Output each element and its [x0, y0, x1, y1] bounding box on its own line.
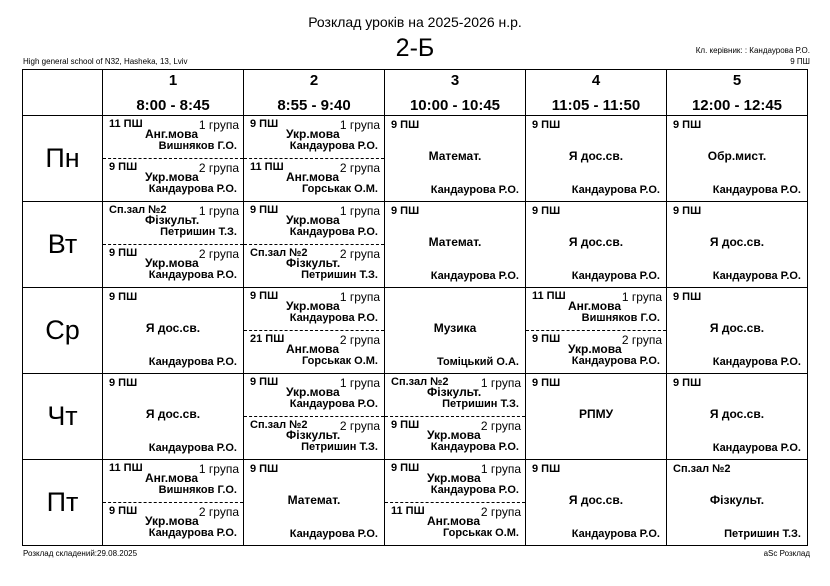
lesson-subject: Укр.мова: [145, 514, 199, 528]
lesson-group: 2 група: [339, 161, 380, 175]
lesson-cell[interactable]: [244, 202, 385, 288]
lesson-cell[interactable]: [103, 374, 244, 460]
group-lesson: [385, 503, 525, 545]
lesson-subject: Анг.мова: [286, 342, 339, 356]
lesson-group: 1 група: [621, 290, 662, 304]
software-name: aSc Розклад: [763, 549, 810, 558]
lesson-cell[interactable]: [667, 460, 808, 546]
lesson-room: Сп.зал №2: [250, 247, 308, 259]
day-row: [23, 374, 808, 460]
group-lesson: [244, 116, 384, 159]
period-time: 8:55 - 9:40: [277, 97, 351, 114]
lesson-teacher: Горськак О.М.: [301, 355, 378, 367]
class-name: 2-Б: [395, 34, 435, 62]
lesson-room: 9 ПШ: [673, 377, 702, 389]
lesson-cell[interactable]: [385, 202, 526, 288]
period-header-row: [23, 70, 808, 116]
lesson-subject: Я дос.св.: [568, 149, 624, 163]
lesson-teacher: Кандаурова Р.О.: [712, 184, 801, 196]
class-teacher: Кл. керівник: : Кандаурова Р.О.: [695, 46, 810, 55]
period-time: 12:00 - 12:45: [691, 97, 783, 114]
period-number: 3: [450, 72, 460, 89]
day-label: Пт: [23, 460, 103, 546]
lesson-teacher: Вишняков Г.О.: [581, 312, 660, 324]
period-number: 4: [591, 72, 601, 89]
period-header: [244, 70, 385, 116]
lesson-cell[interactable]: [526, 460, 667, 546]
lesson-subject: Укр.мова: [568, 342, 622, 356]
lesson-room: 11 ПШ: [109, 118, 143, 130]
lesson-room: 9 ПШ: [532, 377, 561, 389]
lesson-teacher: Кандаурова Р.О.: [712, 356, 801, 368]
period-header: [103, 70, 244, 116]
lesson-group: 2 група: [198, 161, 239, 175]
lesson-group: 1 група: [480, 462, 521, 476]
lesson-subject: Я дос.св.: [709, 407, 765, 421]
lesson-group: 2 група: [621, 333, 662, 347]
lesson-teacher: Вишняков Г.О.: [158, 484, 237, 496]
lesson-subject: Фізкульт.: [145, 213, 200, 227]
lesson-room: 9 ПШ: [250, 118, 279, 130]
lesson-teacher: Кандаурова Р.О.: [430, 441, 519, 453]
lesson-group: 1 група: [339, 118, 380, 132]
lesson-room: Сп.зал №2: [250, 419, 308, 431]
lesson-subject: Укр.мова: [145, 170, 199, 184]
lesson-room: Сп.зал №2: [109, 204, 167, 216]
lesson-teacher: Кандаурова Р.О.: [148, 356, 237, 368]
lesson-subject: Укр.мова: [427, 471, 481, 485]
lesson-cell[interactable]: [667, 288, 808, 374]
lesson-group: 1 група: [339, 376, 380, 390]
lesson-group: 2 група: [198, 247, 239, 261]
lesson-teacher: Горськак О.М.: [442, 527, 519, 539]
lesson-cell[interactable]: [526, 116, 667, 202]
lesson-teacher: Кандаурова Р.О.: [148, 183, 237, 195]
lesson-room: 9 ПШ: [109, 161, 138, 173]
group-lesson: [103, 245, 243, 287]
lesson-group: 2 група: [339, 419, 380, 433]
group-lesson: [103, 503, 243, 545]
class-room: 9 ПШ: [790, 57, 810, 66]
lesson-subject: Фізкульт.: [286, 256, 341, 270]
lesson-subject: Обр.мист.: [707, 149, 767, 163]
lesson-teacher: Кандаурова Р.О.: [712, 270, 801, 282]
period-number: 2: [309, 72, 319, 89]
lesson-room: 9 ПШ: [532, 119, 561, 131]
lesson-subject: Я дос.св.: [145, 321, 201, 335]
corner-cell: [23, 70, 103, 116]
day-label: Вт: [23, 202, 103, 288]
group-lesson: [244, 374, 384, 417]
lesson-subject: Анг.мова: [286, 170, 339, 184]
lesson-cell[interactable]: [103, 116, 244, 202]
group-lesson: [526, 288, 666, 331]
group-lesson: [244, 159, 384, 201]
lesson-room: 11 ПШ: [250, 161, 284, 173]
day-row: [23, 460, 808, 546]
page-title: Розклад уроків на 2025-2026 н.р.: [308, 14, 522, 30]
lesson-cell[interactable]: [667, 202, 808, 288]
lesson-room: 11 ПШ: [532, 290, 566, 302]
lesson-teacher: Кандаурова Р.О.: [571, 355, 660, 367]
period-number: 1: [168, 72, 178, 89]
lesson-subject: Фізкульт.: [709, 493, 765, 507]
lesson-subject: Анг.мова: [427, 514, 480, 528]
day-row: [23, 288, 808, 374]
group-lesson: [244, 202, 384, 245]
group-lesson: [103, 116, 243, 159]
lesson-subject: Укр.мова: [427, 428, 481, 442]
lesson-room: 9 ПШ: [391, 119, 420, 131]
period-time: 10:00 - 10:45: [409, 97, 501, 114]
lesson-teacher: Вишняков Г.О.: [158, 140, 237, 152]
lesson-room: 9 ПШ: [673, 205, 702, 217]
lesson-room: 11 ПШ: [109, 462, 143, 474]
lesson-teacher: Горськак О.М.: [301, 183, 378, 195]
lesson-group: 2 група: [339, 333, 380, 347]
lesson-room: 9 ПШ: [532, 333, 561, 345]
lesson-cell[interactable]: [244, 288, 385, 374]
lesson-group: 1 група: [339, 204, 380, 218]
lesson-teacher: Кандаурова Р.О.: [289, 140, 378, 152]
lesson-subject: Укр.мова: [286, 127, 340, 141]
day-label: Чт: [23, 374, 103, 460]
lesson-subject: Укр.мова: [286, 213, 340, 227]
lesson-teacher: Кандаурова Р.О.: [430, 184, 519, 196]
lesson-group: 1 група: [480, 376, 521, 390]
lesson-room: 9 ПШ: [391, 205, 420, 217]
lesson-subject: Я дос.св.: [568, 493, 624, 507]
lesson-room: 9 ПШ: [109, 505, 138, 517]
lesson-cell[interactable]: [244, 460, 385, 546]
lesson-subject: Я дос.св.: [568, 235, 624, 249]
lesson-teacher: Кандаурова Р.О.: [148, 269, 237, 281]
lesson-room: 9 ПШ: [250, 463, 279, 475]
lesson-subject: Укр.мова: [286, 385, 340, 399]
lesson-teacher: Петришин Т.З.: [724, 528, 801, 540]
lesson-cell[interactable]: [526, 374, 667, 460]
day-row: [23, 202, 808, 288]
lesson-room: 21 ПШ: [250, 333, 285, 345]
group-lesson: [385, 374, 525, 417]
lesson-teacher: Кандаурова Р.О.: [148, 442, 237, 454]
lesson-teacher: Кандаурова Р.О.: [571, 270, 660, 282]
lesson-subject: Укр.мова: [286, 299, 340, 313]
lesson-subject: Я дос.св.: [145, 407, 201, 421]
group-lesson: [103, 159, 243, 201]
group-lesson: [244, 245, 384, 287]
lesson-subject: Анг.мова: [145, 127, 198, 141]
period-header: [385, 70, 526, 116]
lesson-group: 2 група: [198, 505, 239, 519]
lesson-teacher: Петришин Т.З.: [301, 269, 378, 281]
group-lesson: [244, 331, 384, 373]
lesson-group: 2 група: [339, 247, 380, 261]
lesson-cell[interactable]: [385, 460, 526, 546]
lesson-subject: Я дос.св.: [709, 235, 765, 249]
day-label: Пн: [23, 116, 103, 202]
lesson-cell[interactable]: [385, 288, 526, 374]
lesson-teacher: Кандаурова Р.О.: [430, 484, 519, 496]
lesson-room: 11 ПШ: [391, 505, 425, 517]
lesson-teacher: Кандаурова Р.О.: [148, 527, 237, 539]
lesson-room: 9 ПШ: [109, 291, 138, 303]
lesson-room: 9 ПШ: [391, 462, 420, 474]
lesson-room: 9 ПШ: [532, 205, 561, 217]
lesson-subject: Музика: [433, 321, 477, 335]
lesson-cell[interactable]: [103, 288, 244, 374]
lesson-room: 9 ПШ: [673, 119, 702, 131]
lesson-group: 2 група: [480, 505, 521, 519]
period-number: 5: [732, 72, 742, 89]
lesson-subject: Я дос.св.: [709, 321, 765, 335]
group-lesson: [244, 288, 384, 331]
school-name: High general school of N32, Hasheka, 13, Lviv: [23, 57, 188, 66]
group-lesson: [385, 417, 525, 459]
lesson-room: Сп.зал №2: [673, 463, 731, 475]
lesson-cell[interactable]: [667, 116, 808, 202]
lesson-teacher: Кандаурова Р.О.: [289, 528, 378, 540]
period-header: [667, 70, 808, 116]
lesson-teacher: Томіцький О.А.: [436, 356, 519, 368]
lesson-teacher: Кандаурова Р.О.: [289, 226, 378, 238]
lesson-subject: Математ.: [287, 493, 341, 507]
lesson-room: 9 ПШ: [391, 419, 420, 431]
lesson-cell[interactable]: [385, 374, 526, 460]
lesson-room: 9 ПШ: [109, 247, 138, 259]
group-lesson: [526, 331, 666, 373]
lesson-teacher: Кандаурова Р.О.: [571, 528, 660, 540]
lesson-cell[interactable]: [526, 288, 667, 374]
lesson-room: 9 ПШ: [250, 376, 279, 388]
lesson-teacher: Петришин Т.З.: [160, 226, 237, 238]
lesson-teacher: Кандаурова Р.О.: [571, 184, 660, 196]
lesson-teacher: Кандаурова Р.О.: [712, 442, 801, 454]
lesson-room: 9 ПШ: [250, 290, 279, 302]
period-time: 8:00 - 8:45: [136, 97, 210, 114]
period-time: 11:05 - 11:50: [551, 97, 641, 114]
lesson-teacher: Кандаурова Р.О.: [289, 398, 378, 410]
lesson-subject: Математ.: [428, 149, 482, 163]
lesson-group: 1 група: [339, 290, 380, 304]
lesson-room: 9 ПШ: [250, 204, 279, 216]
lesson-teacher: Петришин Т.З.: [301, 441, 378, 453]
lesson-subject: Укр.мова: [145, 256, 199, 270]
lesson-cell[interactable]: [103, 460, 244, 546]
lesson-subject: Фізкульт.: [286, 428, 341, 442]
lesson-teacher: Кандаурова Р.О.: [289, 312, 378, 324]
lesson-subject: Математ.: [428, 235, 482, 249]
lesson-subject: РПМУ: [578, 407, 614, 421]
group-lesson: [103, 460, 243, 503]
lesson-cell[interactable]: [667, 374, 808, 460]
lesson-group: 1 група: [198, 462, 239, 476]
created-date: Розклад складений:29.08.2025: [23, 549, 138, 558]
lesson-room: Сп.зал №2: [391, 376, 449, 388]
day-row: [23, 116, 808, 202]
lesson-cell[interactable]: [244, 116, 385, 202]
lesson-cell[interactable]: [244, 374, 385, 460]
group-lesson: [103, 202, 243, 245]
lesson-group: 2 група: [480, 419, 521, 433]
lesson-group: 1 група: [198, 118, 239, 132]
lesson-subject: Анг.мова: [568, 299, 621, 313]
group-lesson: [385, 460, 525, 503]
lesson-room: 9 ПШ: [109, 377, 138, 389]
lesson-cell[interactable]: [526, 202, 667, 288]
group-lesson: [244, 417, 384, 459]
lesson-room: 9 ПШ: [532, 463, 561, 475]
lesson-teacher: Петришин Т.З.: [442, 398, 519, 410]
lesson-group: 1 група: [198, 204, 239, 218]
lesson-room: 9 ПШ: [673, 291, 702, 303]
period-header: [526, 70, 667, 116]
timetable-grid: [22, 69, 808, 546]
lesson-subject: Фізкульт.: [427, 385, 482, 399]
day-label: Ср: [23, 288, 103, 374]
lesson-cell[interactable]: [103, 202, 244, 288]
lesson-cell[interactable]: [385, 116, 526, 202]
lesson-teacher: Кандаурова Р.О.: [430, 270, 519, 282]
lesson-subject: Анг.мова: [145, 471, 198, 485]
